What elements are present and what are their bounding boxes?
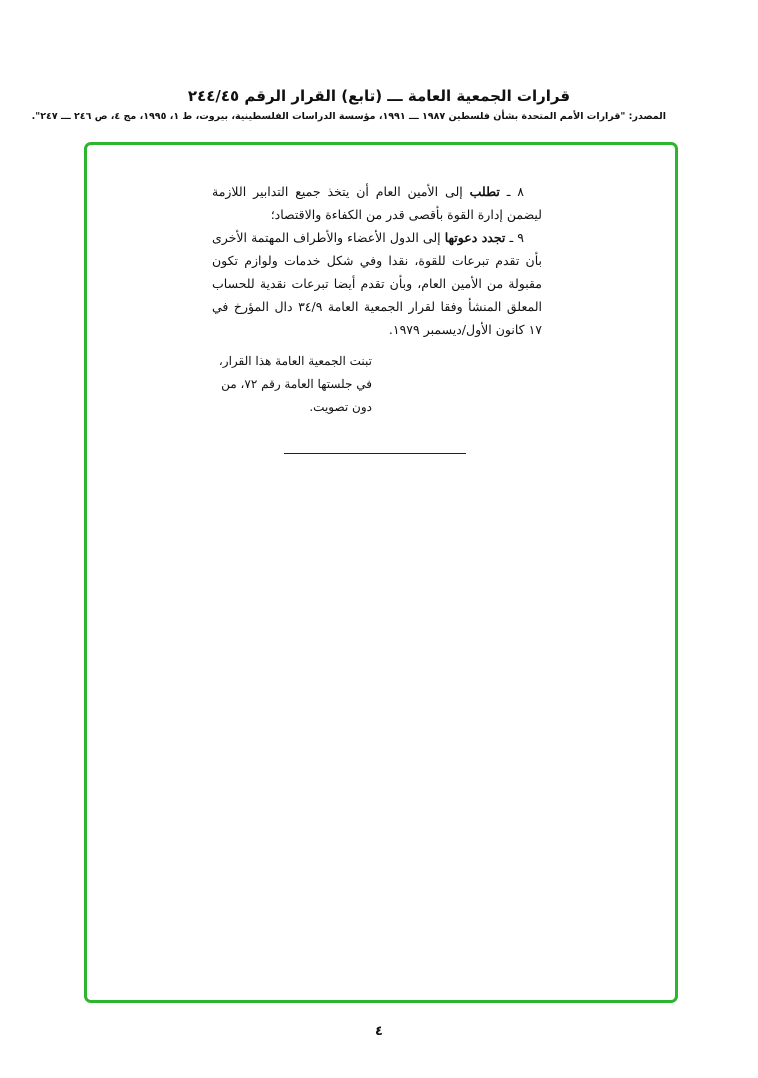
end-divider xyxy=(284,453,466,454)
adoption-line: في جلستها العامة رقم ٧٢، من xyxy=(221,377,372,391)
source-citation: المصدر: "قرارات الأمم المتحدة بشأن فلسطين ١٩٨٧ ـــ ١٩٩١، مؤسسة الدراسات الفلسطينية، بيروت، ط ١، ١٩٩٥، مج ٤، ص ٢٤٦ ـــ ٢٤٧". xyxy=(31,111,666,122)
running-title: قرارات الجمعية العامة ـــ (تابع) القرار الرقم ٢٤٤/٤٥ xyxy=(187,87,571,105)
paragraph-text: إلى الدول الأعضاء والأطراف المهتمة الأخرى بأن تقدم تبرعات للقوة، نقدا وفي شكل خدمات ولوازم تكون مقبولة من الأمين العام، وبأن تقدم أيضا تبرعات نقدية للحساب المعلق المنشأ وفقا لقرار الجمعية العامة ٣٤/٩ دال المؤرخ في ١٧ كانون الأول/ديسمبر ١٩٧٩. xyxy=(212,230,542,337)
adoption-note xyxy=(212,350,372,419)
paragraph-9 xyxy=(212,226,542,341)
page-number: ٤ xyxy=(375,1024,383,1039)
adoption-line: دون تصويت. xyxy=(309,400,372,414)
resolution-body xyxy=(212,180,542,341)
operative-verb: تجدد دعوتها xyxy=(444,230,506,245)
paragraph-number: ٨ ـ xyxy=(506,184,524,199)
adoption-line: تبنت الجمعية العامة هذا القرار، xyxy=(218,354,372,368)
paragraph-number: ٩ ـ xyxy=(509,230,525,245)
operative-verb: تطلب xyxy=(469,184,500,199)
paragraph-text: إلى الأمين العام أن يتخذ جميع التدابير اللازمة ليضمن إدارة القوة بأقصى قدر من الكفاءة والاقتصاد؛ xyxy=(212,184,542,222)
paragraph-8 xyxy=(212,180,542,226)
